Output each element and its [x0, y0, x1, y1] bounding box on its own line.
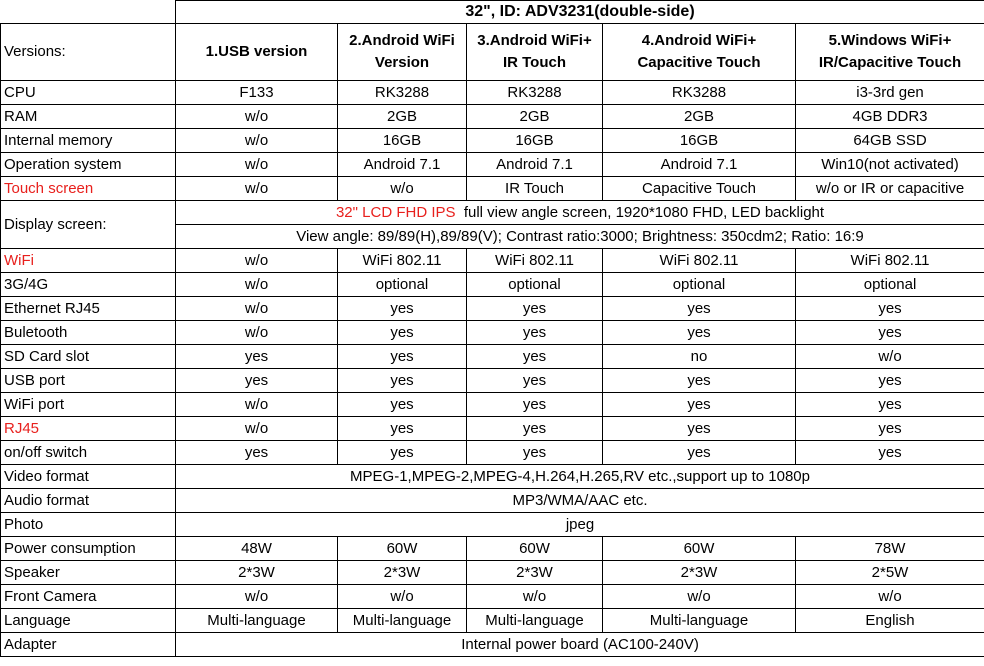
version-header: 4.Android WiFi+ Capacitive Touch — [603, 24, 796, 81]
row-label: RJ45 — [1, 417, 176, 441]
cell: w/o — [338, 585, 467, 609]
cell: English — [796, 609, 984, 633]
cell: F133 — [176, 81, 338, 105]
photo-row — [1, 513, 984, 537]
cell: w/o — [338, 177, 467, 201]
cell: Internal power board (AC100-240V) — [176, 633, 984, 657]
cpu-row — [1, 81, 984, 105]
touch-screen-row — [1, 177, 984, 201]
cell: yes — [338, 369, 467, 393]
row-label: Adapter — [1, 633, 176, 657]
cell: 2*3W — [603, 561, 796, 585]
cell: w/o — [176, 585, 338, 609]
rj45-row — [1, 417, 984, 441]
version-header: 5.Windows WiFi+ IR/Capacitive Touch — [796, 24, 984, 81]
speaker-row — [1, 561, 984, 585]
row-label: SD Card slot — [1, 345, 176, 369]
cell: Multi-language — [338, 609, 467, 633]
wifi-port-row — [1, 393, 984, 417]
cell: 2*3W — [467, 561, 603, 585]
cell: MP3/WMA/AAC etc. — [176, 489, 984, 513]
bluetooth-row — [1, 321, 984, 345]
cell: yes — [603, 321, 796, 345]
cell: Multi-language — [603, 609, 796, 633]
cell: Android 7.1 — [338, 153, 467, 177]
cell: w/o — [796, 585, 984, 609]
adapter-row — [1, 633, 984, 657]
cell: RK3288 — [467, 81, 603, 105]
cell: 16GB — [338, 129, 467, 153]
cell: IR Touch — [467, 177, 603, 201]
table-title: 32", ID: ADV3231(double-side) — [176, 1, 984, 24]
power-row — [1, 537, 984, 561]
cell: yes — [796, 369, 984, 393]
cell: yes — [796, 393, 984, 417]
cell: WiFi 802.11 — [796, 249, 984, 273]
cell: w/o — [176, 105, 338, 129]
cell: yes — [338, 297, 467, 321]
row-label: Display screen: — [1, 201, 176, 249]
sd-card-row — [1, 345, 984, 369]
corner-cell — [1, 1, 176, 24]
row-label: Speaker — [1, 561, 176, 585]
cell: w/o or IR or capacitive — [796, 177, 984, 201]
row-label: Power consumption — [1, 537, 176, 561]
cell: yes — [467, 417, 603, 441]
cell: yes — [176, 369, 338, 393]
cell: RK3288 — [603, 81, 796, 105]
row-label: CPU — [1, 81, 176, 105]
ethernet-row — [1, 297, 984, 321]
cell: WiFi 802.11 — [467, 249, 603, 273]
cell: w/o — [467, 585, 603, 609]
row-label: WiFi port — [1, 393, 176, 417]
display-line-1 — [176, 201, 984, 225]
cell: w/o — [176, 177, 338, 201]
os-row — [1, 153, 984, 177]
versions-label: Versions: — [1, 24, 176, 81]
cell: yes — [603, 417, 796, 441]
cell: optional — [796, 273, 984, 297]
cell: yes — [176, 441, 338, 465]
display-highlight: 32" LCD FHD IPS — [335, 203, 456, 221]
internal-memory-row — [1, 129, 984, 153]
row-label: Touch screen — [1, 177, 176, 201]
row-label: Photo — [1, 513, 176, 537]
version-header: 3.Android WiFi+ IR Touch — [467, 24, 603, 81]
row-label: Video format — [1, 465, 176, 489]
cell: 2GB — [467, 105, 603, 129]
cell: no — [603, 345, 796, 369]
cell: 60W — [467, 537, 603, 561]
cell: w/o — [176, 393, 338, 417]
cell: yes — [467, 393, 603, 417]
cell: optional — [338, 273, 467, 297]
cell: optional — [603, 273, 796, 297]
cell: yes — [796, 417, 984, 441]
row-label: Audio format — [1, 489, 176, 513]
cell: i3-3rd gen — [796, 81, 984, 105]
cell: yes — [338, 321, 467, 345]
display-detail: full view angle screen, 1920*1080 FHD, LED backlight — [463, 203, 825, 221]
cell: RK3288 — [338, 81, 467, 105]
row-label: Language — [1, 609, 176, 633]
cell: 4GB DDR3 — [796, 105, 984, 129]
onoff-row — [1, 441, 984, 465]
cell: Multi-language — [176, 609, 338, 633]
cell: yes — [796, 441, 984, 465]
version-header: 1.USB version — [176, 24, 338, 81]
cell: Multi-language — [467, 609, 603, 633]
cell: yes — [603, 393, 796, 417]
cell: 64GB SSD — [796, 129, 984, 153]
cell: 78W — [796, 537, 984, 561]
versions-row — [1, 24, 984, 81]
language-row — [1, 609, 984, 633]
cell: 2GB — [603, 105, 796, 129]
cell: 2*5W — [796, 561, 984, 585]
cell: yes — [467, 369, 603, 393]
row-label: USB port — [1, 369, 176, 393]
cell: w/o — [176, 273, 338, 297]
cell: jpeg — [176, 513, 984, 537]
row-label: WiFi — [1, 249, 176, 273]
row-label: 3G/4G — [1, 273, 176, 297]
cell: Android 7.1 — [603, 153, 796, 177]
cell: yes — [338, 393, 467, 417]
cell: yes — [176, 345, 338, 369]
cell: w/o — [176, 129, 338, 153]
cell: w/o — [176, 297, 338, 321]
cell: w/o — [796, 345, 984, 369]
cell: 60W — [338, 537, 467, 561]
usb-port-row — [1, 369, 984, 393]
row-label: Buletooth — [1, 321, 176, 345]
cell: w/o — [176, 321, 338, 345]
cell: w/o — [176, 417, 338, 441]
cell: WiFi 802.11 — [603, 249, 796, 273]
cell: yes — [796, 297, 984, 321]
cell: yes — [467, 441, 603, 465]
cell: yes — [467, 297, 603, 321]
camera-row — [1, 585, 984, 609]
row-label: Front Camera — [1, 585, 176, 609]
cell: Android 7.1 — [467, 153, 603, 177]
cell: w/o — [603, 585, 796, 609]
cell: yes — [603, 441, 796, 465]
cell: optional — [467, 273, 603, 297]
cell: 48W — [176, 537, 338, 561]
cell: Win10(not activated) — [796, 153, 984, 177]
cell: 2*3W — [338, 561, 467, 585]
version-header: 2.Android WiFi Version — [338, 24, 467, 81]
row-label: Internal memory — [1, 129, 176, 153]
display-line-2: View angle: 89/89(H),89/89(V); Contrast ratio:3000; Brightness: 350cdm2; Ratio: 16:9 — [176, 225, 984, 249]
cell: 60W — [603, 537, 796, 561]
title-row — [1, 1, 984, 24]
cell: yes — [338, 345, 467, 369]
cell: 2GB — [338, 105, 467, 129]
row-label: on/off switch — [1, 441, 176, 465]
cell: Capacitive Touch — [603, 177, 796, 201]
wifi-row — [1, 249, 984, 273]
cell: yes — [338, 417, 467, 441]
cell: 16GB — [603, 129, 796, 153]
video-row — [1, 465, 984, 489]
cell: 16GB — [467, 129, 603, 153]
cell: 2*3W — [176, 561, 338, 585]
cell: yes — [467, 321, 603, 345]
cell: yes — [796, 321, 984, 345]
cell: yes — [603, 369, 796, 393]
display-row-1 — [1, 201, 984, 225]
row-label: Operation system — [1, 153, 176, 177]
audio-row — [1, 489, 984, 513]
cell: w/o — [176, 153, 338, 177]
row-label: Ethernet RJ45 — [1, 297, 176, 321]
cell: w/o — [176, 249, 338, 273]
cell: yes — [603, 297, 796, 321]
cell: MPEG-1,MPEG-2,MPEG-4,H.264,H.265,RV etc.,support up to 1080p — [176, 465, 984, 489]
cell: WiFi 802.11 — [338, 249, 467, 273]
row-label: RAM — [1, 105, 176, 129]
ram-row — [1, 105, 984, 129]
cell: yes — [338, 441, 467, 465]
cell: yes — [467, 345, 603, 369]
mobile-row — [1, 273, 984, 297]
